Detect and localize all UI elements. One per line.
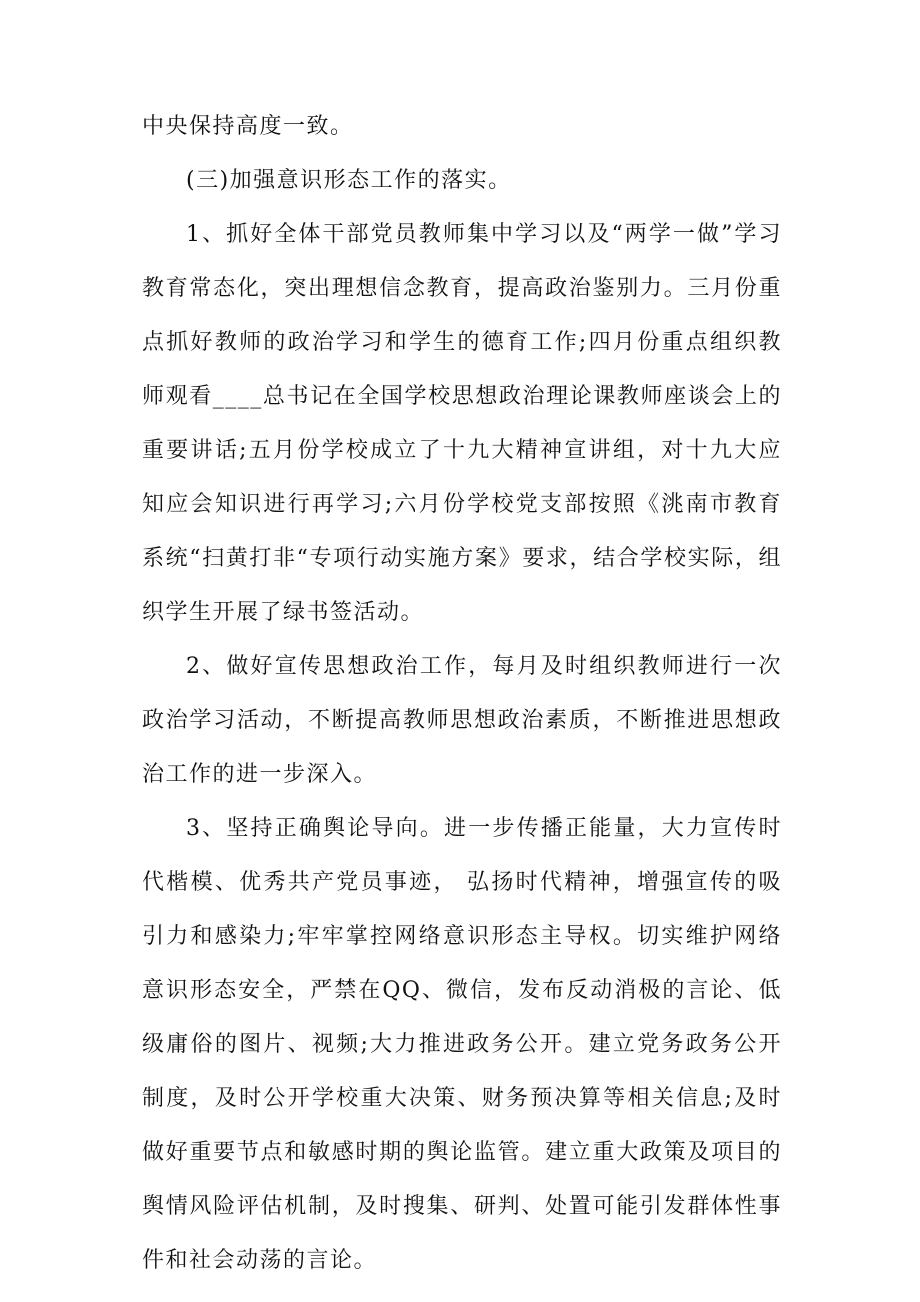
document-body	[142, 100, 782, 1288]
paragraph-item-2: 2、做好宣传思想政治工作，每月及时组织教师进行一次政治学习活动，不断提高教师思想政治素质，不断推进思想政治工作的进一步深入。	[142, 654, 782, 787]
paragraph-item-1: 1、抓好全体干部党员教师集中学习以及“两学一做”学习教育常态化，突出理想信念教育，提高政治鉴别力。三月份重点抓好教师的政治学习和学生的德育工作;四月份重点组织教师观看____总书记在全国学校思想政治理论课教师座谈会上的重要讲话;五月份学校成立了十九大精神宣讲组，对十九大应知应会知识进行再学习;六月份学校党支部按照《洮南市教育系统“扫黄打非“专项行动实施方案》要求，结合学校实际，组织学生开展了绿书签活动。	[142, 222, 782, 625]
paragraph-item-3: 3、坚持正确舆论导向。进一步传播正能量，大力宣传时代楷模、优秀共产党员事迹， 弘扬时代精神，增强宣传的吸引力和感染力;牢牢掌控网络意识形态主导权。切实维护网络意识形态安全，严禁在QQ、微信，发布反动消极的言论、低级庸俗的图片、视频;大力推进政务公开。建立党务政务公开制度，及时公开学校重大决策、财务预决算等相关信息;及时做好重要节点和敏感时期的舆论监管。建立重大政策及项目的舆情风险评估机制，及时搜集、研判、处置可能引发群体性事件和社会动荡的言论。	[142, 816, 782, 1273]
section-heading-3: (三)加强意识形态工作的落实。	[186, 168, 512, 193]
paragraph-continuation: 中央保持高度一致。	[142, 114, 354, 139]
